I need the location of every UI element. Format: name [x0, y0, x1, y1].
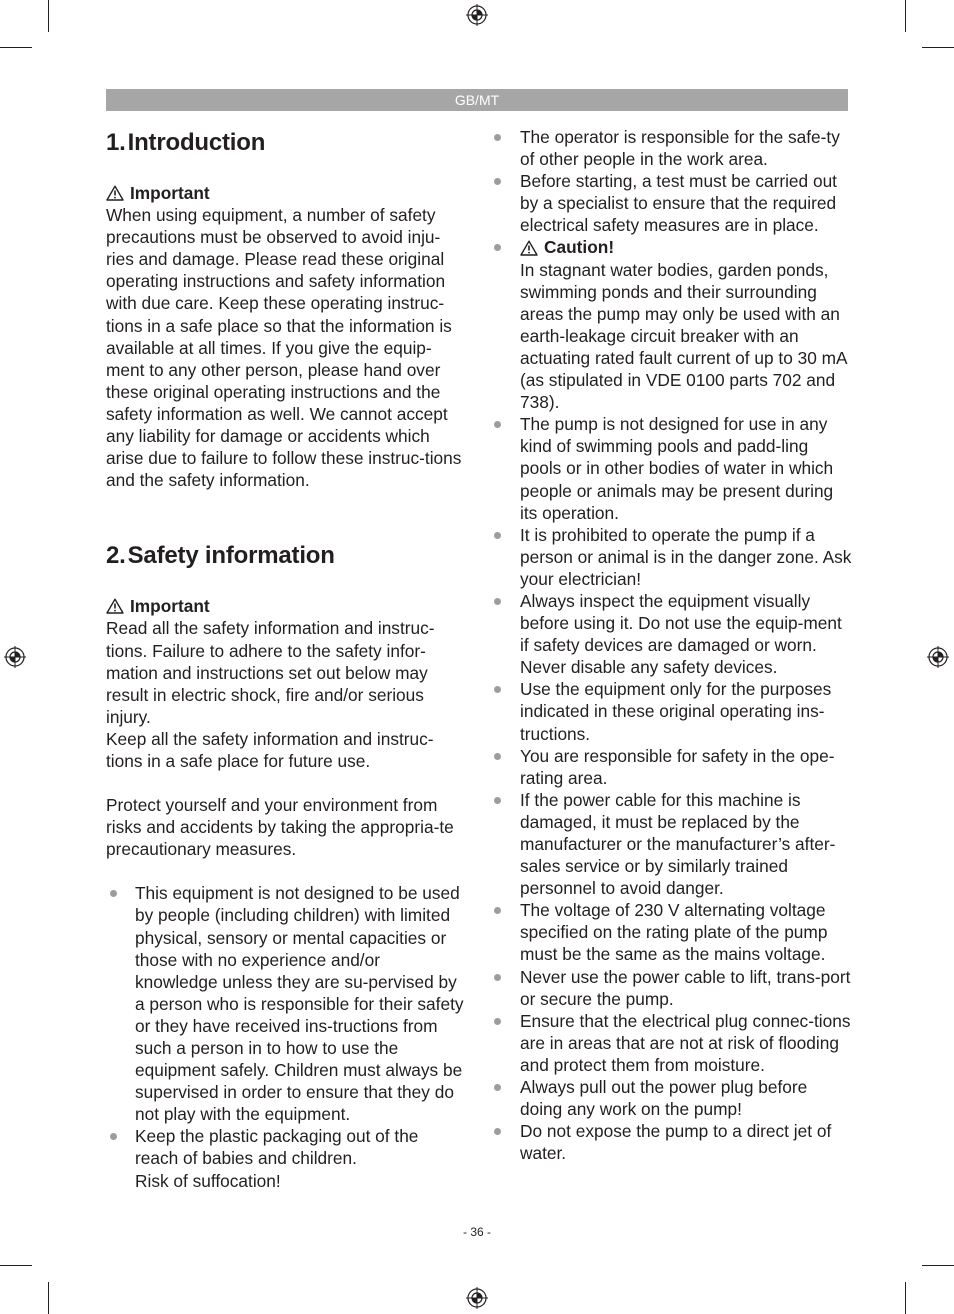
- bullet-icon: [494, 686, 501, 693]
- page-number: - 36 -: [462, 1225, 491, 1239]
- bullet-icon: [110, 1133, 117, 1140]
- safety-paragraph: Protect yourself and your environment from risks and accidents by taking the appropria-te precautionary measures.: [106, 795, 454, 860]
- list-item: Do not expose the pump to a direct jet of water.: [490, 1120, 852, 1164]
- important-heading: [106, 182, 464, 204]
- section-title: Safety information: [127, 542, 335, 570]
- section-heading-safety: [106, 539, 464, 573]
- list-item: Always inspect the equipment visually before using it. Do not use the equip-ment if safety devices are damaged or worn. Never disable any safety devices.: [490, 590, 852, 678]
- registration-mark-icon: [4, 646, 26, 668]
- list-item: Keep the plastic packaging out of the reach of babies and children. Risk of suffocation!: [106, 1125, 464, 1191]
- language-header-bar: [106, 89, 848, 111]
- section-number: 1.: [106, 129, 126, 156]
- section-title: Introduction: [127, 129, 266, 156]
- registration-mark-icon: [466, 4, 488, 26]
- safety-bullet-list: [106, 882, 464, 1191]
- safety-paragraph: Keep all the safety information and instruc-tions in a safe place for future use.: [106, 728, 434, 771]
- crop-mark: [905, 0, 906, 32]
- caution-text: In stagnant water bodies, garden ponds, swimming ponds and their surrounding areas the pump may only be used with an earth-leakage circuit breaker with an actuating rated fault current of up to 30 mA (as stipulated in VDE 0100 parts 702 and 738).: [520, 259, 847, 413]
- registration-mark-icon: [927, 646, 949, 668]
- bullet-icon: [494, 421, 501, 428]
- crop-mark: [48, 1282, 49, 1314]
- warning-triangle-icon: [106, 185, 124, 201]
- bullet-icon: [494, 797, 501, 804]
- bullet-icon: [494, 1018, 501, 1025]
- crop-mark: [48, 0, 49, 32]
- crop-mark: [922, 1265, 954, 1266]
- list-item: This equipment is not designed to be used by people (including children) with limited physical, sensory or mental capacities or those with no experience and/or knowledge unless they are su-pervised by a person who is responsible for their safety or they have received ins-tructions from such a person in to how to use the equipment safely. Children must always be supervised in order to ensure that they do not play with the equipment.: [106, 882, 464, 1125]
- crop-mark: [922, 47, 954, 48]
- important-label: Important: [130, 183, 210, 203]
- bullet-icon: [494, 532, 501, 539]
- safety-bullet-list: [490, 126, 852, 1164]
- bullet-icon: [494, 753, 501, 760]
- list-item: Ensure that the electrical plug connec-tions are in areas that are not at risk of flooding and protect them from moisture.: [490, 1010, 852, 1076]
- bullet-icon: [494, 178, 501, 185]
- section-heading-introduction: [106, 126, 464, 160]
- important-heading: [106, 595, 464, 617]
- bullet-icon: [494, 907, 501, 914]
- introduction-text: When using equipment, a number of safety precautions must be observed to avoid inju-ries and damage. Please read these original operating instructions and safety information with due care. Keep these operating instruc-tions in a safe place so that the information is available at all times. If you give the equip-ment to any other person, please hand over these original operating instructions and the safety information as well. We cannot accept any liability for damage or accidents which arise due to failure to follow these instruc-tions and the safety information.: [106, 205, 462, 491]
- warning-triangle-icon: [520, 240, 538, 256]
- list-item: If the power cable for this machine is damaged, it must be replaced by the manufacturer or the manufacturer’s after-sales service or by similarly trained personnel to avoid danger.: [490, 789, 852, 899]
- crop-mark: [0, 47, 32, 48]
- important-label: Important: [130, 596, 210, 617]
- list-item: You are responsible for safety in the ope-rating area.: [490, 745, 852, 789]
- bullet-icon: [494, 974, 501, 981]
- bullet-icon: [494, 244, 501, 251]
- list-item: The voltage of 230 V alternating voltage specified on the rating plate of the pump must be the same as the mains voltage.: [490, 899, 852, 965]
- right-column: [490, 126, 852, 1164]
- left-column: [106, 126, 464, 1192]
- list-item: The operator is responsible for the safe-ty of other people in the work area.: [490, 126, 852, 170]
- crop-mark: [0, 1265, 32, 1266]
- list-item: Always pull out the power plug before doing any work on the pump!: [490, 1076, 852, 1120]
- safety-paragraph: Read all the safety information and instruc-tions. Failure to adhere to the safety infor-mation and instructions set out below may result in electric shock, fire and/or serious injury.: [106, 618, 435, 727]
- list-item: The pump is not designed for use in any kind of swimming pools and padd-ling pools or in other bodies of water in which people or animals may be present during its operation.: [490, 413, 852, 523]
- caution-label: Caution!: [544, 237, 615, 258]
- bullet-icon: [110, 890, 117, 897]
- registration-mark-icon: [466, 1287, 488, 1309]
- crop-mark: [905, 1282, 906, 1314]
- bullet-icon: [494, 598, 501, 605]
- bullet-icon: [494, 1128, 501, 1135]
- list-item: Use the equipment only for the purposes indicated in these original operating ins-tructions.: [490, 678, 852, 744]
- list-item: Before starting, a test must be carried out by a specialist to ensure that the required electrical safety measures are in place.: [490, 170, 852, 236]
- list-item: It is prohibited to operate the pump if a person or animal is in the danger zone. Ask your electrician!: [490, 524, 852, 590]
- caution-heading: [520, 236, 852, 258]
- language-label: GB/MT: [454, 92, 500, 108]
- bullet-icon: [494, 134, 501, 141]
- bullet-icon: [494, 1084, 501, 1091]
- list-item: Never use the power cable to lift, trans-port or secure the pump.: [490, 966, 852, 1010]
- section-number: 2.: [106, 542, 126, 570]
- list-item-caution: [490, 236, 852, 413]
- warning-triangle-icon: [106, 598, 124, 614]
